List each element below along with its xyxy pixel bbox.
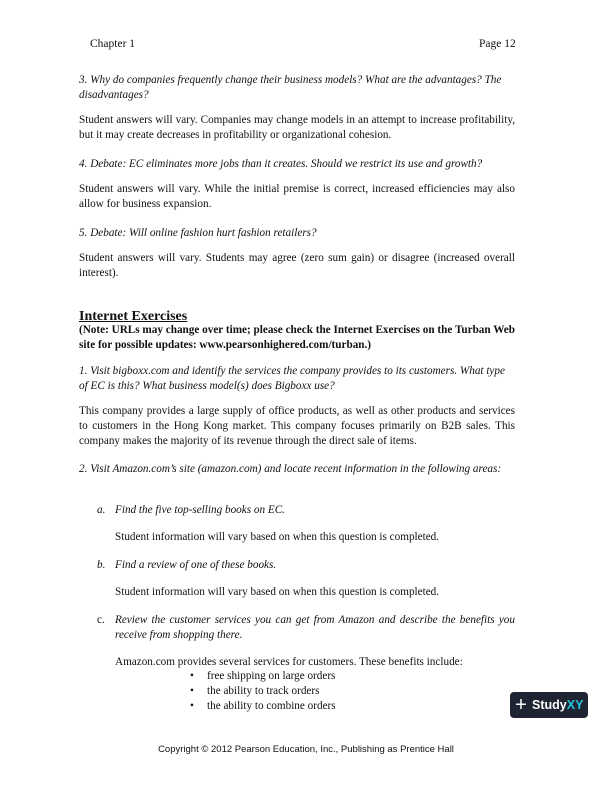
chapter-label: Chapter 1 [90, 38, 136, 50]
plus-icon: + [515, 694, 527, 716]
brand-suffix: XY [566, 698, 584, 712]
exercise-2-question: 2. Visit Amazon.com’s site (amazon.com) and locate recent information in the following areas: [79, 463, 502, 475]
studyxy-badge[interactable] [510, 692, 588, 718]
list-item: • the ability to track orders [190, 684, 336, 699]
exercise-2a [97, 503, 285, 518]
item-label: a. [97, 504, 106, 516]
item-text: Find a review of one of these books. [115, 559, 277, 571]
item-text: Find the five top-selling books on EC. [115, 504, 285, 516]
exercise-2a-answer: Student information will vary based on when this question is completed. [115, 531, 440, 543]
item-label: c. [97, 614, 105, 626]
question-3: 3. Why do companies frequently change their business models? What are the advantages? The disadvantages? [79, 74, 502, 101]
answer-5: Student answers will vary. Students may agree (zero sum gain) or disagree (increased overall interest). [79, 252, 515, 279]
exercise-2c-answer: Amazon.com provides several services for customers. These benefits include: [115, 656, 463, 668]
exercise-2b [97, 558, 276, 573]
brand-name: Study [532, 698, 567, 712]
answer-3: Student answers will vary. Companies may change models in an attempt to increase profitability, but it may create decreases in profitability or organizational cohesion. [79, 114, 515, 141]
item-text: Review the customer services you can get from Amazon and describe the benefits you receive from shopping there. [115, 614, 515, 641]
section-note: (Note: URLs may change over time; please check the Internet Exercises on the Turban Web site for possible updates: www.pearsonhighered.com/turban.) [79, 324, 515, 351]
exercise-2c [97, 613, 515, 643]
page-number: Page 12 [479, 38, 516, 50]
question-4: 4. Debate: EC eliminates more jobs than it creates. Should we restrict its use and growth? [79, 158, 483, 170]
copyright-footer: Copyright © 2012 Pearson Education, Inc., Publishing as Prentice Hall [158, 744, 454, 755]
exercise-2b-answer: Student information will vary based on when this question is completed. [115, 586, 440, 598]
section-heading: Internet Exercises [79, 309, 188, 324]
item-label: b. [97, 559, 106, 571]
benefit-list [190, 669, 336, 714]
question-5: 5. Debate: Will online fashion hurt fashion retailers? [79, 227, 317, 239]
exercise-1-answer: This company provides a large supply of office products, as well as other products and services to customers in the Hong Kong market. This company focuses primarily on B2B sales. This company makes the majority of its revenue through the direct sale of items. [79, 405, 515, 447]
exercise-1-question: 1. Visit bigboxx.com and identify the services the company provides to its customers. What type of EC is this? What business model(s) does Bigboxx use? [79, 365, 505, 392]
list-item: • free shipping on large orders [190, 669, 336, 684]
answer-4: Student answers will vary. While the initial premise is correct, increased efficiencies may also allow for business expansion. [79, 183, 515, 210]
list-item: • the ability to combine orders [190, 699, 336, 714]
